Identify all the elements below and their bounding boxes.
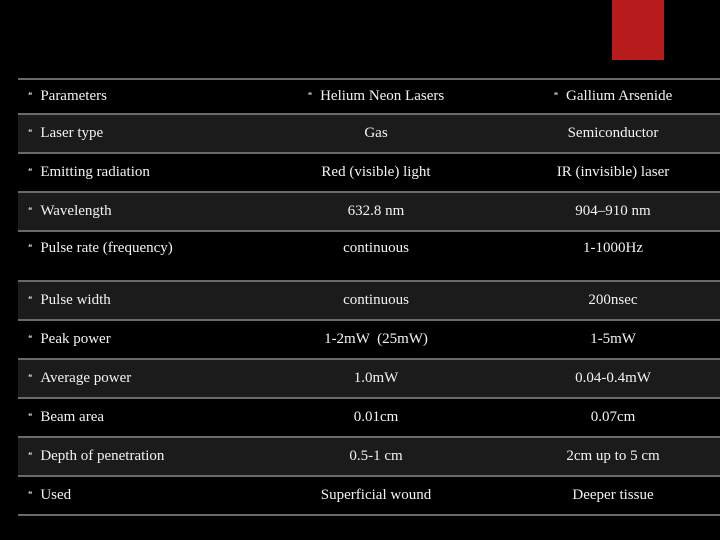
gaas-value: 1-5mW bbox=[506, 320, 720, 359]
bullet-icon: ❝ bbox=[553, 91, 559, 101]
param-cell bbox=[18, 398, 246, 437]
gaas-value: Semiconductor bbox=[506, 114, 720, 153]
bullet-icon: ❝ bbox=[28, 206, 33, 216]
hene-value: continuous bbox=[246, 281, 506, 320]
bullet-icon: ❝ bbox=[28, 91, 33, 101]
gaas-value: Deeper tissue bbox=[506, 476, 720, 515]
param-label: Laser type bbox=[40, 125, 104, 141]
bullet-icon: ❝ bbox=[307, 91, 313, 101]
bullet-icon: ❝ bbox=[28, 334, 33, 344]
param-label: Depth of penetration bbox=[40, 448, 165, 464]
table-row bbox=[18, 476, 720, 515]
bullet-icon: ❝ bbox=[28, 451, 33, 461]
gaas-value: 2cm up to 5 cm bbox=[506, 437, 720, 476]
table-row bbox=[18, 398, 720, 437]
hene-value: 1-2mW (25mW) bbox=[246, 320, 506, 359]
header-hene-cell bbox=[246, 79, 506, 114]
param-label: Pulse rate (frequency) bbox=[40, 240, 173, 256]
header-hene-label: Helium Neon Lasers bbox=[320, 88, 445, 104]
header-parameters-cell bbox=[18, 79, 246, 114]
gaas-value: 0.07cm bbox=[506, 398, 720, 437]
param-cell bbox=[18, 437, 246, 476]
param-label: Emitting radiation bbox=[40, 164, 150, 180]
hene-value: Gas bbox=[246, 114, 506, 153]
param-label: Pulse width bbox=[40, 292, 111, 308]
gaas-value: 0.04-0.4mW bbox=[506, 359, 720, 398]
param-cell bbox=[18, 281, 246, 320]
hene-value: 632.8 nm bbox=[246, 192, 506, 231]
table-row bbox=[18, 359, 720, 398]
param-cell bbox=[18, 192, 246, 231]
laser-comparison-table bbox=[18, 78, 720, 516]
gaas-value: 904–910 nm bbox=[506, 192, 720, 231]
bullet-icon: ❝ bbox=[28, 295, 33, 305]
header-parameters-label: Parameters bbox=[40, 88, 107, 104]
gaas-value: IR (invisible) laser bbox=[506, 153, 720, 192]
hene-value: Red (visible) light bbox=[246, 153, 506, 192]
hene-value: 0.5-1 cm bbox=[246, 437, 506, 476]
bullet-icon: ❝ bbox=[28, 243, 33, 253]
table-row bbox=[18, 192, 720, 231]
gaas-value: 1-1000Hz bbox=[506, 231, 720, 281]
header-gaas-label: Gallium Arsenide bbox=[566, 88, 673, 104]
table-row bbox=[18, 320, 720, 359]
param-label: Used bbox=[40, 487, 72, 503]
header-gaas-cell bbox=[506, 79, 720, 114]
table-row bbox=[18, 281, 720, 320]
param-cell bbox=[18, 114, 246, 153]
bullet-icon: ❝ bbox=[28, 490, 33, 500]
hene-value: 0.01cm bbox=[246, 398, 506, 437]
bullet-icon: ❝ bbox=[28, 128, 33, 138]
param-cell bbox=[18, 359, 246, 398]
red-accent-bar bbox=[612, 0, 664, 60]
param-cell bbox=[18, 320, 246, 359]
param-label: Peak power bbox=[40, 331, 111, 347]
bullet-icon: ❝ bbox=[28, 167, 33, 177]
param-cell bbox=[18, 231, 246, 281]
hene-value: Superficial wound bbox=[246, 476, 506, 515]
table-header-row bbox=[18, 79, 720, 114]
bullet-icon: ❝ bbox=[28, 412, 33, 422]
param-cell bbox=[18, 476, 246, 515]
table-row bbox=[18, 153, 720, 192]
param-label: Wavelength bbox=[40, 203, 112, 219]
param-cell bbox=[18, 153, 246, 192]
table-row bbox=[18, 231, 720, 281]
table-row bbox=[18, 437, 720, 476]
gaas-value: 200nsec bbox=[506, 281, 720, 320]
hene-value: continuous bbox=[246, 231, 506, 281]
param-label: Average power bbox=[40, 370, 132, 386]
bullet-icon: ❝ bbox=[28, 373, 33, 383]
param-label: Beam area bbox=[40, 409, 105, 425]
table-row bbox=[18, 114, 720, 153]
hene-value: 1.0mW bbox=[246, 359, 506, 398]
